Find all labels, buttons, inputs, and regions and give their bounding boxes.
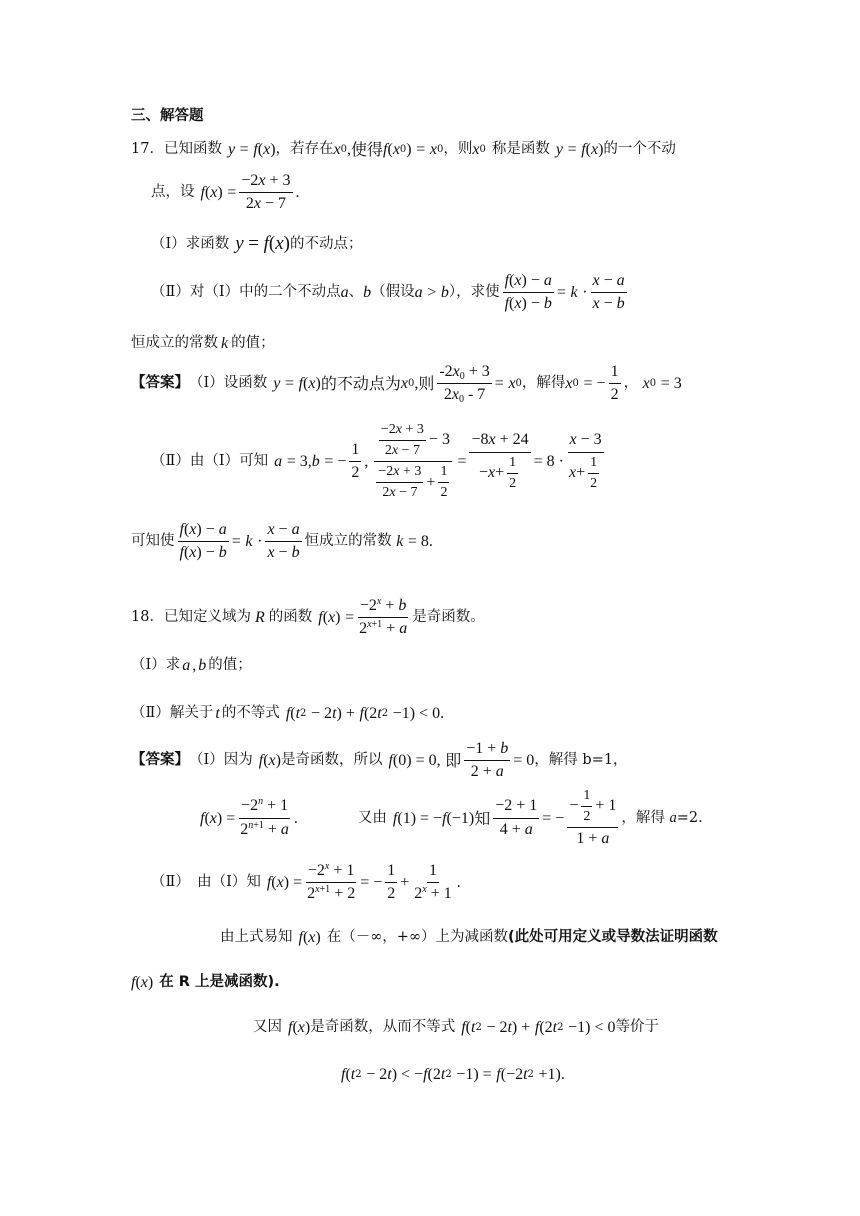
q18-part2: （Ⅱ）解关于 t 的不等式 f ( t 2 − 2 t ) + f (2 t 2 −1) < 0. <box>131 704 445 722</box>
q18-answer-part2-line1: （Ⅱ） 由（Ⅰ）知 f ( x ) = $\frac{-2^x + 1}{2^{x+1} + 2}$ = − $\frac{1}{2}$ + $\frac{1}{2^x + 1}$ . <box>151 861 461 903</box>
q18-answer-part2-line4: 又因 f ( x ) 是奇函数，从而不等式 f ( t 2 − 2 t ) + f (2 t 2 −1) < 0 等价于 <box>253 1018 659 1036</box>
q17-conclusion: 可知使 $\frac{f(x) - a}{f(x) - b}$ = k · x − a x − b 恒成立的常数 k = 8. <box>131 521 433 562</box>
q18-part1: （Ⅰ）求 a , b 的值； <box>131 656 252 674</box>
q18-answer-part1-line1: 【答案】 （Ⅰ）因为 f ( x ) 是奇函数，所以 f (0) = 0, 即 $\frac{-1 + b}{2 + a}$ = 0 ，解得 b=1， <box>131 740 628 781</box>
q18-answer-part1-line2: f ( x ) = $\frac{-2^n + 1}{2^{n+1} + a}$ . 又由 f (1) = − f (−1) 知 $\frac{-2 + 1}{4 + a}$ = − − 1 2 + 1 1 + a ，解得 a =2. <box>200 788 703 848</box>
q18-answer-part2-line5: f ( t 2 − 2 t ) < − f (2 t 2 −1) = f (−2 t 2 +1). <box>341 1066 565 1083</box>
q17-statement-line1: 17． 已知函数 y = f ( x ) ，若存在 x 0 , 使得 f ( x 0 ) = x 0 ，则 x 0 称是函数 y = f ( x ) 的一个不动 <box>131 140 676 159</box>
q17-part2: （Ⅱ）对（Ⅰ）中的二个不动点 a 、 b （假设 a > b ），求使 $\frac{f(x) - a}{f(x) - b}$ = k · x − a x − b <box>151 272 625 313</box>
q18-answer-part2-line2: 由上式易知 f ( x ) 在（－∞，+∞）上为减函数 (此处可用定义或导数法证明函数 <box>220 928 718 946</box>
q17-statement-line2: 点，设 f ( x ) = $\frac{-2x + 3}{2x - 7}$ . <box>151 172 300 213</box>
section-title: 三、解答题 <box>131 108 204 124</box>
q17-part1: （Ⅰ）求函数 y = f ( x ) 的不动点； <box>151 233 363 254</box>
q17-answer-part2: （Ⅱ）由（Ⅰ）可知 a = 3, b = − $\frac{1}{2}$ , −2x + 3 2x − 7 − 3 −2x + 3 2x − 7 + 1 2 = −8x + 24 − x + 1 2 = 8 · x − 3 x + 1 2 <box>151 422 602 501</box>
q17-answer-part1: 【答案】 （Ⅰ）设函数 y = f ( x ) 的不动点为 x 0 , 则 $\frac{-2x_0 + 3}{2x_0 - 7}$ = x 0 ，解得 x 0 = − $\frac{1}{2}$ ， x 0 = 3 <box>131 363 682 406</box>
q18-statement: 18． 已知定义域为 R 的函数 f ( x ) = $\frac{-2^x + b}{2^{x+1} + a}$ 是奇函数。 <box>131 596 485 638</box>
q18-answer-part2-line3: f ( x ) 在 R 上是减函数). <box>131 973 280 991</box>
q17-part2-tail: 恒成立的常数 k 的值； <box>131 334 275 352</box>
